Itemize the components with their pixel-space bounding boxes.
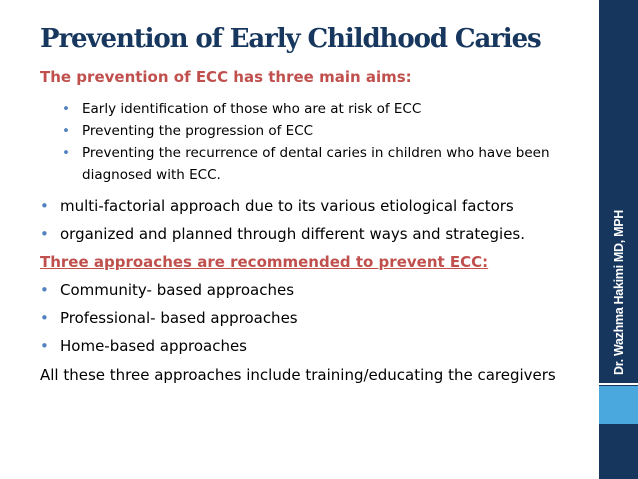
list-item: [40, 304, 580, 332]
approach-text: Community- based approaches: [60, 281, 295, 299]
list-item: [40, 332, 580, 360]
bullet-icon: •: [62, 145, 70, 161]
slide-title: Prevention of Early Childhood Caries: [40, 24, 541, 54]
approach-text: Professional- based approaches: [60, 309, 298, 327]
approach-text: Home-based approaches: [60, 337, 247, 355]
closing-text: All these three approaches include training/educating the caregivers: [40, 366, 556, 384]
list-item: [40, 220, 580, 248]
aim-text: Preventing the recurrence of dental caries in children who have been diagnosed with ECC.: [82, 145, 550, 183]
point-text: multi-factorial approach due to its various etiological factors: [60, 197, 514, 215]
bullet-icon: •: [62, 123, 70, 139]
list-item: [40, 276, 580, 304]
author-label: Dr. Wazhma Hakimi MD, MPH: [612, 210, 626, 375]
list-item: [62, 120, 562, 142]
bullet-icon: •: [40, 309, 49, 327]
sidebar-divider: [599, 383, 638, 385]
list-item: [62, 98, 562, 120]
aim-text: Early identification of those who are at risk of ECC: [82, 101, 422, 117]
point-text: organized and planned through different ways and strategies.: [60, 225, 526, 243]
bullet-icon: •: [62, 101, 70, 117]
list-item: [40, 192, 580, 220]
approaches-heading: Three approaches are recommended to prevent ECC:: [40, 253, 489, 271]
aims-list: [62, 98, 562, 186]
sidebar-accent-band: [599, 386, 638, 424]
bullet-icon: •: [40, 197, 49, 215]
list-item: [62, 142, 562, 186]
bullet-icon: •: [40, 337, 49, 355]
approaches-list: [40, 276, 580, 360]
aim-text: Preventing the progression of ECC: [82, 123, 314, 139]
bullet-icon: •: [40, 281, 49, 299]
aims-heading: The prevention of ECC has three main aims:: [40, 68, 412, 86]
points-list: [40, 192, 580, 248]
bullet-icon: •: [40, 225, 49, 243]
